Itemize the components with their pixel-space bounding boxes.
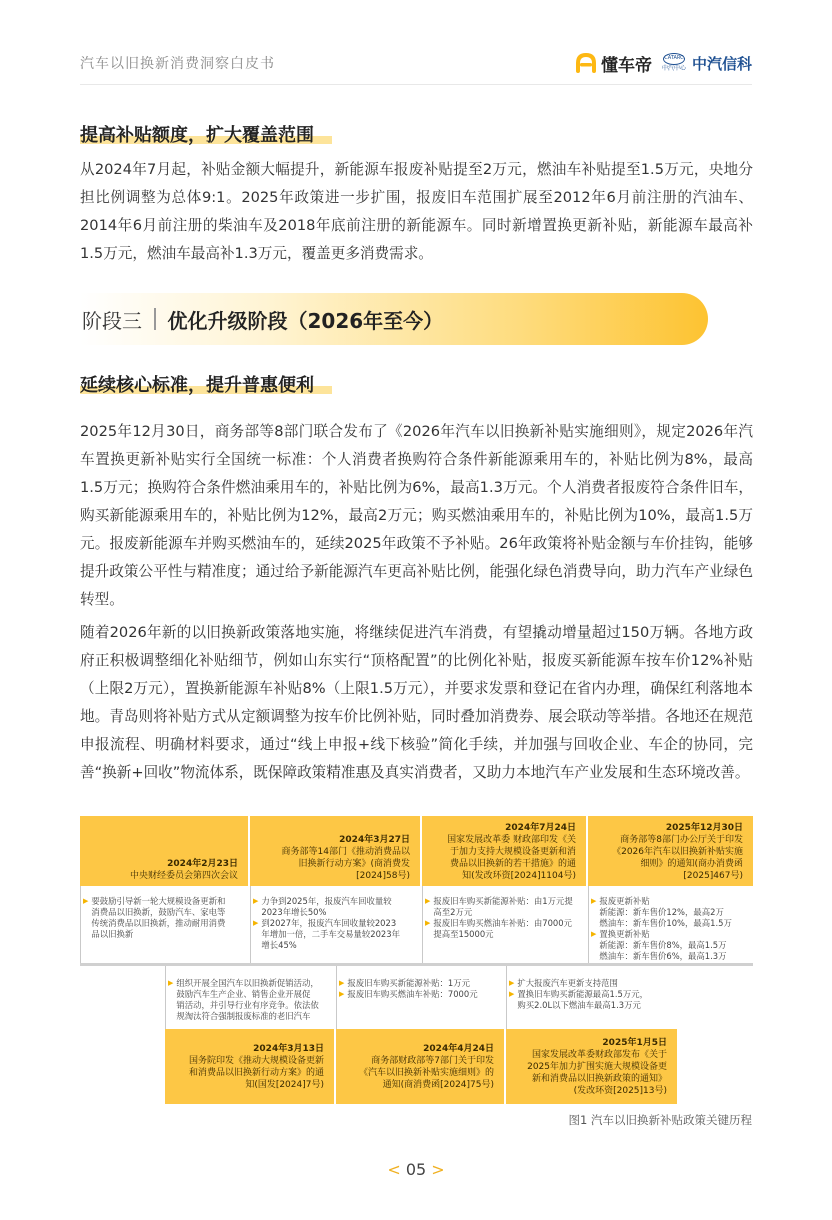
note-item: ▶ 报废旧车购买燃油车补贴：7000元 — [339, 989, 478, 999]
timeline-notes — [509, 978, 679, 1011]
timeline-notes — [253, 896, 418, 951]
section-heading: 提高补贴额度，扩大覆盖范围 — [80, 125, 314, 146]
event-date: 2024年3月27日 — [339, 835, 410, 845]
event-date: 2024年7月24日 — [505, 823, 576, 833]
dongchedi-logo-text: 懂车帝 — [600, 55, 652, 76]
timeline-connector — [422, 886, 423, 963]
timeline-event-top — [250, 816, 420, 886]
timeline-event-top — [588, 816, 753, 886]
triangle-bullet-icon: ▶ — [339, 990, 345, 998]
triangle-bullet-icon: ▶ — [253, 919, 259, 927]
note-item: ▶ 置换旧车购买新能源最高1.5万元， 购买2.0L以下燃油车最高1.3万元 — [509, 989, 648, 1010]
note-item: ▶ 力争到2025年，报废汽车回收量较 2023年增长50% — [253, 896, 392, 917]
triangle-bullet-icon: ▶ — [509, 979, 515, 987]
dongchedi-logo-icon — [575, 53, 597, 73]
triangle-bullet-icon: ▶ — [591, 930, 597, 938]
timeline-connector — [588, 886, 589, 963]
triangle-bullet-icon: ▶ — [253, 897, 259, 905]
event-description: 国务院印发《推动大规模设备更新 和消费品以旧换新行动方案》的通 知(国发[2024]7号) — [188, 1055, 324, 1090]
event-description: 国家发展改革委财政部发布《关于 2025年加力扩围实施大规模设备更 新和消费品以旧换新政策的通知》 (发改环资[2025]13号) — [527, 1049, 667, 1096]
catarc-logo-icon: CATARC 中汽中心 — [661, 55, 686, 72]
triangle-bullet-icon: ▶ — [591, 897, 597, 905]
event-date: 2025年12月30日 — [665, 823, 743, 833]
note-item: ▶ 报废更新补贴 新能源：新车售价12%，最高2万 燃油车：新车售价10%，最高1.5万 — [591, 896, 732, 928]
page-number-value: 05 — [405, 1160, 427, 1179]
page-number — [0, 1160, 832, 1179]
stage-banner — [80, 293, 708, 345]
note-item: ▶ 报废旧车购买燃油车补贴：由7000元 提高至15000元 — [425, 918, 572, 939]
timeline-event-top — [422, 816, 586, 886]
timeline-notes — [339, 978, 499, 1000]
timeline-connector — [506, 966, 507, 1029]
timeline-notes — [591, 896, 751, 962]
figure-caption: 图1 汽车以旧换新补贴政策关键历程 — [568, 1113, 752, 1127]
document-title: 汽车以旧换新消费洞察白皮书 — [80, 56, 275, 72]
stage-divider — [154, 308, 156, 330]
section-heading: 延续核心标准，提升普惠便利 — [80, 375, 314, 396]
event-date: 2024年3月13日 — [253, 1043, 324, 1054]
section-paragraph: 随着2026年新的以旧换新政策落地实施，将继续促进汽车消费，有望撬动增量超过150万辆。各地方政府正积极调整细化补贴细节，例如山东实行“顶格配置”的比例化补贴，报废买新能源车按车价12%补贴（上限2万元），置换新能源车补贴8%（上限1.5万元），并要求发票和登记在省内办理，确保红利落地本地。青岛则将补贴方式从定额调整为按车价比例补贴，同时叠加消费券、展会联动等举措。各地还在规范申报流程、明确材料要求，通过“线上申报+线下核验”简化手续，并加强与回收企业、车企的协同，完善“换新+回收”物流体系，既保障政策精准惠及真实消费者，又助力本地汽车产业发展和生态环境改善。 — [80, 624, 753, 781]
catarc-logo-text: 中汽信科 — [691, 54, 752, 73]
timeline-axis — [80, 963, 753, 966]
timeline-event-bottom — [165, 1029, 334, 1104]
triangle-bullet-icon: ▶ — [83, 897, 89, 905]
page-header — [80, 48, 752, 78]
triangle-bullet-icon: ▶ — [339, 979, 345, 987]
note-item: ▶ 要鼓励引导新一轮大规模设备更新和 消费品以旧换新，鼓励汽车、家电等 传统消费品以旧换新，推动耐用消费 品以旧换新 — [83, 896, 226, 939]
event-date: 2024年4月24日 — [423, 1043, 494, 1054]
dongchedi-logo — [575, 51, 652, 76]
header-logos — [575, 51, 752, 76]
event-description: 商务部等8部门办公厅关于印发 《2026年汽车以旧换新补贴实施 细则》的通知(商办消费函 [2025]467号) — [612, 835, 743, 881]
timeline-notes — [425, 896, 585, 940]
note-item: ▶ 组织开展全国汽车以旧换新促销活动， 鼓励汽车生产企业、销售企业开展促 销活动，并引导行业有序竞争。依法依 规淘汰符合强制报废标准的老旧汽车 — [168, 978, 319, 1021]
timeline-notes — [168, 978, 333, 1022]
note-item: ▶ 报废旧车购买新能源补贴：1万元 — [339, 978, 470, 988]
note-item: ▶ 报废旧车购买新能源补贴：由1万元提 高至2万元 — [425, 896, 573, 917]
catarc-logo — [662, 53, 752, 74]
stage-label: 阶段三 — [82, 308, 142, 333]
timeline-event-bottom — [506, 1029, 677, 1104]
timeline-notes — [83, 896, 243, 940]
event-date: 2025年1月5日 — [602, 1037, 667, 1048]
event-description: 国家发展改革委 财政部印发《关 于加力支持大规模设备更新和消 费品以旧换新的若干措施》的通 知(发改环资[2024]1104号) — [447, 835, 576, 881]
section-paragraph: 2025年12月30日，商务部等8部门联合发布了《2026年汽车以旧换新补贴实施细则》，规定2026年汽车置换更新补贴实行全国统一标准：个人消费者换购符合条件新能源乘用车的，补贴比例为8%，最高1.5万元；换购符合条件燃油乘用车的，补贴比例为6%，最高1.3万元。个人消费者报废符合条件旧车，购买新能源乘用车的，补贴比例为12%，最高2万元；购买燃油乘用车的，补贴比例为10%，最高1.5万元。报废新能源车并购买燃油车的，延续2025年政策不予补贴。26年政策将补贴金额与车价挂钩，能够提升政策公平性与精准度；通过给予新能源汽车更高补贴比例，能强化绿色消费导向，助力汽车产业绿色转型。 — [80, 423, 753, 608]
event-description: 商务部等14部门《推动消费品以 旧换新行动方案》(商消费发 [2024]58号) — [281, 847, 410, 881]
header-divider — [80, 84, 752, 85]
timeline-connector — [250, 886, 251, 963]
chevron-right-icon: > — [431, 1160, 445, 1179]
note-item: ▶ 置换更新补贴 新能源：新车售价8%，最高1.5万 燃油车：新车售价6%，最高1.3万 — [591, 929, 727, 961]
triangle-bullet-icon: ▶ — [425, 897, 431, 905]
policy-timeline — [80, 816, 753, 1104]
note-item: ▶ 扩大报废汽车更新支持范围 — [509, 978, 618, 988]
timeline-connector — [336, 966, 337, 1029]
timeline-connector — [165, 966, 166, 1029]
stage-title: 优化升级阶段（2026年至今） — [167, 308, 444, 333]
triangle-bullet-icon: ▶ — [425, 919, 431, 927]
triangle-bullet-icon: ▶ — [509, 990, 515, 998]
triangle-bullet-icon: ▶ — [168, 979, 174, 987]
timeline-connector — [80, 886, 81, 963]
event-description: 商务部财政部等7部门关于印发 《汽车以旧换新补贴实施细则》的 通知(商消费函[2024]75号) — [358, 1055, 494, 1090]
chevron-left-icon: < — [387, 1160, 401, 1179]
note-item: ▶ 到2027年，报废汽车回收量较2023 年增加一倍，二手车交易量较2023年 增长45% — [253, 918, 400, 950]
timeline-event-bottom — [336, 1029, 504, 1104]
timeline-event-top — [80, 816, 248, 886]
event-description: 中央财经委员会第四次会议 — [129, 871, 238, 881]
event-date: 2024年2月23日 — [167, 859, 238, 869]
section-paragraph: 从2024年7月起，补贴金额大幅提升，新能源车报废补贴提至2万元，燃油车补贴提至1.5万元，央地分担比例调整为总体9:1。2025年政策进一步扩围，报废旧车范围扩展至2012年6月前注册的汽油车、2014年6月前注册的柴油车及2018年底前注册的新能源车。同时新增置换更新补贴，新能源车最高补1.5万元，燃油车最高补1.3万元，覆盖更多消费需求。 — [80, 161, 753, 262]
